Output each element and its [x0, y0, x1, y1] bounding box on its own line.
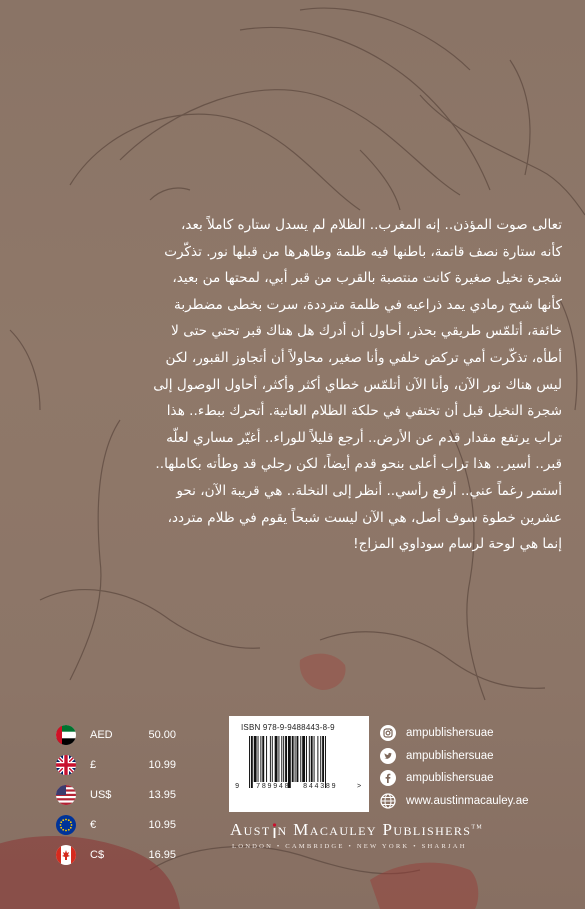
uae-flag-icon	[56, 725, 76, 745]
blurb-line: شجرة نخيل صغيرة كانت منتصبة بالقرب من قبر أبي، لمحتها من بعيد،	[172, 270, 562, 287]
barcode-bar	[322, 736, 324, 782]
barcode-bar	[260, 736, 261, 782]
currency-code: C$	[90, 849, 105, 861]
barcode-bars	[249, 736, 351, 788]
facebook-icon	[380, 770, 396, 786]
blurb-line: إنما هي لوحة لرسام سوداوي المزاج!	[353, 536, 562, 553]
barcode-bar	[309, 736, 310, 782]
blurb-line: أستمر رغماً عني.. أرفع رأسي.. أنظر إلى النخلة.. هي قريبة الآن، نحو	[176, 482, 562, 499]
website-url: www.austinmacauley.ae	[406, 794, 529, 807]
price-amount: 10.99	[148, 759, 176, 771]
barcode-bar	[300, 736, 301, 782]
barcode-bar	[285, 736, 287, 782]
publisher-logo-text	[230, 820, 570, 840]
blurb-line: خائفة، أتلمّس طريقي بحذر، أحاول أن أدرك هل هناك قبر تحتي حتى لا	[171, 323, 562, 340]
barcode-bar	[297, 736, 299, 782]
price-amount: 50.00	[148, 729, 176, 741]
uk-flag-icon	[56, 755, 76, 775]
instagram-icon	[380, 725, 396, 741]
canada-flag-icon	[56, 845, 76, 865]
barcode-bar	[272, 736, 273, 782]
social-links	[380, 722, 529, 812]
blurb-line: تعالى صوت المؤذن.. إنه المغرب.. الظلام لم يسدل ستاره كاملاً بعد،	[180, 217, 562, 233]
barcode-end-marker: >	[357, 783, 362, 791]
barcode-bar	[292, 736, 294, 782]
blurb-line: كأنه ستارة نصف قاتمة، باطنها فيه ظلمة وظاهرها من قبلها نور. تذكّرت	[164, 243, 562, 260]
trademark-symbol: TM	[471, 824, 484, 831]
blurb-line: ليس هناك نور الآن، وأنا الآن أتلمّس خطاي أكثر وأكثر، أحاول الوصول إلى	[153, 376, 562, 393]
price-row-cad	[56, 840, 176, 870]
social-row-twitter[interactable]	[380, 745, 529, 768]
globe-icon	[380, 793, 396, 809]
barcode-digit-first: 9	[235, 783, 240, 791]
barcode-bar	[288, 736, 291, 788]
publisher-name-part2: n Macauley Publishers	[277, 820, 472, 839]
barcode-bar	[295, 736, 296, 782]
barcode-bar	[325, 736, 326, 788]
back-cover-blurb	[22, 212, 562, 558]
price-row-usd	[56, 780, 176, 810]
social-row-facebook[interactable]	[380, 767, 529, 790]
barcode-bar	[314, 736, 315, 782]
social-row-instagram[interactable]	[380, 722, 529, 745]
barcode-bar	[302, 736, 305, 782]
blurb-line: أطأه، تذكّرت أمي تركض خلفي وأنا صغير، محاولاً أن أتجاوز القبور، لكن	[165, 349, 562, 366]
barcode-bar	[258, 736, 259, 782]
currency-code: AED	[90, 729, 113, 741]
publisher-name-part1: Aust	[230, 820, 271, 839]
barcode-bar	[249, 736, 250, 788]
barcode-bar	[311, 736, 313, 782]
barcode-bar	[251, 736, 253, 788]
isbn-barcode	[229, 716, 369, 812]
eu-flag-icon	[56, 815, 76, 835]
barcode-bar	[270, 736, 271, 782]
barcode-digits-left: 789948	[256, 783, 291, 791]
barcode-digits-right: 844389	[303, 783, 338, 791]
instagram-handle: ampublishersuae	[406, 727, 494, 740]
social-row-website[interactable]	[380, 790, 529, 813]
price-amount: 16.95	[148, 849, 176, 861]
currency-code: US$	[90, 789, 112, 801]
barcode-bar	[283, 736, 284, 782]
price-row-eur	[56, 810, 176, 840]
currency-code: €	[90, 819, 97, 831]
price-list	[56, 720, 176, 870]
us-flag-icon	[56, 785, 76, 805]
barcode-bar	[278, 736, 279, 782]
price-amount: 10.95	[148, 819, 176, 831]
barcode-bar	[317, 736, 318, 782]
currency-code: £	[90, 759, 97, 771]
isbn-label: ISBN 978-9-9488443-8-9	[241, 723, 335, 732]
blurb-line: عشرين خطوة سوف أصل، هي الآن ليست شبحاً يقوم في ظلام متردد،	[167, 509, 562, 526]
blurb-line: قبر.. أسير.. هذا تراب أعلى بنحو قدم أيضاً، لكن رجلي قد وطأته بكاملها..	[155, 456, 562, 473]
facebook-handle: ampublishersuae	[406, 772, 494, 785]
twitter-handle: ampublishersuae	[406, 749, 494, 762]
barcode-bar	[275, 736, 278, 782]
blurb-line: شجرة النخيل قبل أن تختفي في حلكة الظلام العاتية. أتحرك ببطء.. هذا	[166, 403, 562, 420]
price-row-gbp	[56, 750, 176, 780]
publisher-cities: LONDON • CAMBRIDGE • NEW YORK • SHARJAH	[232, 843, 467, 850]
barcode-bar	[306, 736, 307, 782]
blurb-line: تراب يرتفع مقدار قدم عن الأرض.. أرجع قليلاً للوراء.. أغيّر مساري لعلّه	[166, 429, 562, 446]
barcode-bar	[254, 736, 257, 782]
price-amount: 13.95	[148, 789, 176, 801]
barcode-bar	[281, 736, 282, 782]
barcode-bar	[266, 736, 267, 782]
twitter-icon	[380, 748, 396, 764]
price-row-aed	[56, 720, 176, 750]
blurb-line: كأنها شبح رمادي يمد ذراعيه في ظلمة مترددة، سرت بخطى مضطربة	[174, 296, 562, 313]
barcode-bar	[262, 736, 264, 782]
barcode-bar	[320, 736, 321, 782]
